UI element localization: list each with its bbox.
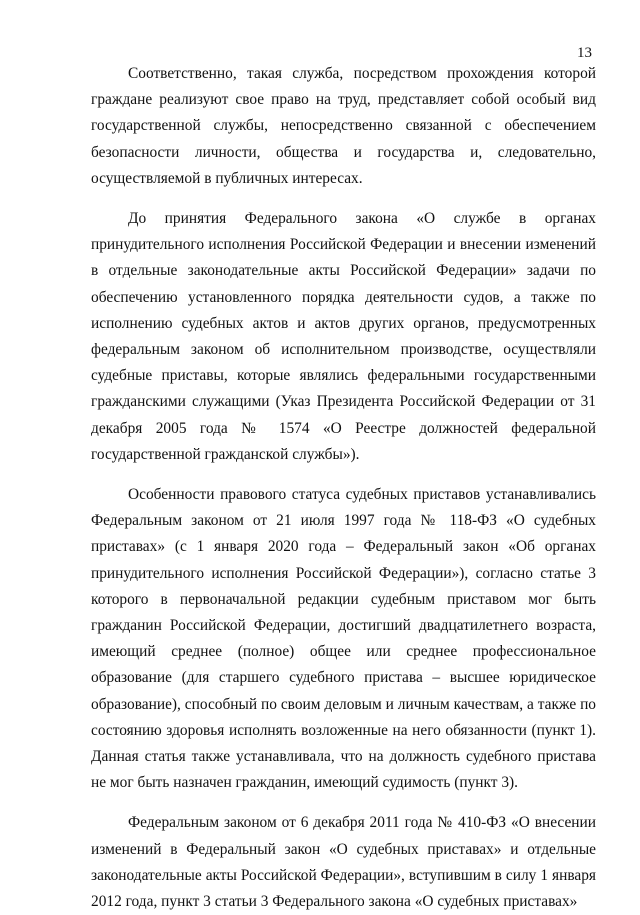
page-number: 13 bbox=[577, 45, 592, 61]
paragraph-3: Особенности правового статуса судебных приставов устанавливались Федеральным законом от 21 июля 1997 года № 118-ФЗ «О судебных приставах» (с 1 января 2020 года – Федеральный закон «Об органах принудительного исполнения Российской Федерации»), согласно статье 3 которого в первоначальной редакции судебным приставом мог быть гражданин Российской Федерации, достигший двадцатилетнего возраста, имеющий среднее (полное) общее или среднее профессиональное образование (для старшего судебного пристава – высшее юридическое образование), способный по своим деловым и личным качествам, а также по состоянию здоровья исполнять возложенные на него обязанности (пункт 1). Данная статья также устанавливала, что на должность судебного пристава не мог быть назначен гражданин, имеющий судимость (пункт 3). bbox=[91, 486, 596, 792]
paragraph-2: До принятия Федерального закона «О службе в органах принудительного исполнения Российской Федерации и внесении изменений в отдельные законодательные акты Российской Федерации» задачи по обеспечению установленного порядка деятельности судов, а также по исполнению судебных актов и актов других органов, предусмотренных федеральным законом об исполнительном производстве, осуществляли судебные приставы, которые являлись федеральными государственными гражданскими служащими (Указ Президента Российской Федерации от 31 декабря 2005 года № 1574 «О Реестре должностей федеральной государственной гражданской службы»). bbox=[91, 210, 596, 463]
document-body bbox=[91, 61, 596, 915]
paragraph-1: Соответственно, такая служба, посредством прохождения которой граждане реализуют свое право на труд, представляет собой особый вид государственной службы, непосредственно связанной с обеспечением безопасности личности, общества и государства и, следовательно, осуществляемой в публичных интересах. bbox=[91, 65, 596, 187]
paragraph-4: Федеральным законом от 6 декабря 2011 года № 410-ФЗ «О внесении изменений в Федеральный закон «О судебных приставах» и отдельные законодательные акты Российской Федерации», вступившим в силу 1 января 2012 года, пункт 3 статьи 3 Федерального закона «О судебных приставах» bbox=[91, 814, 596, 911]
